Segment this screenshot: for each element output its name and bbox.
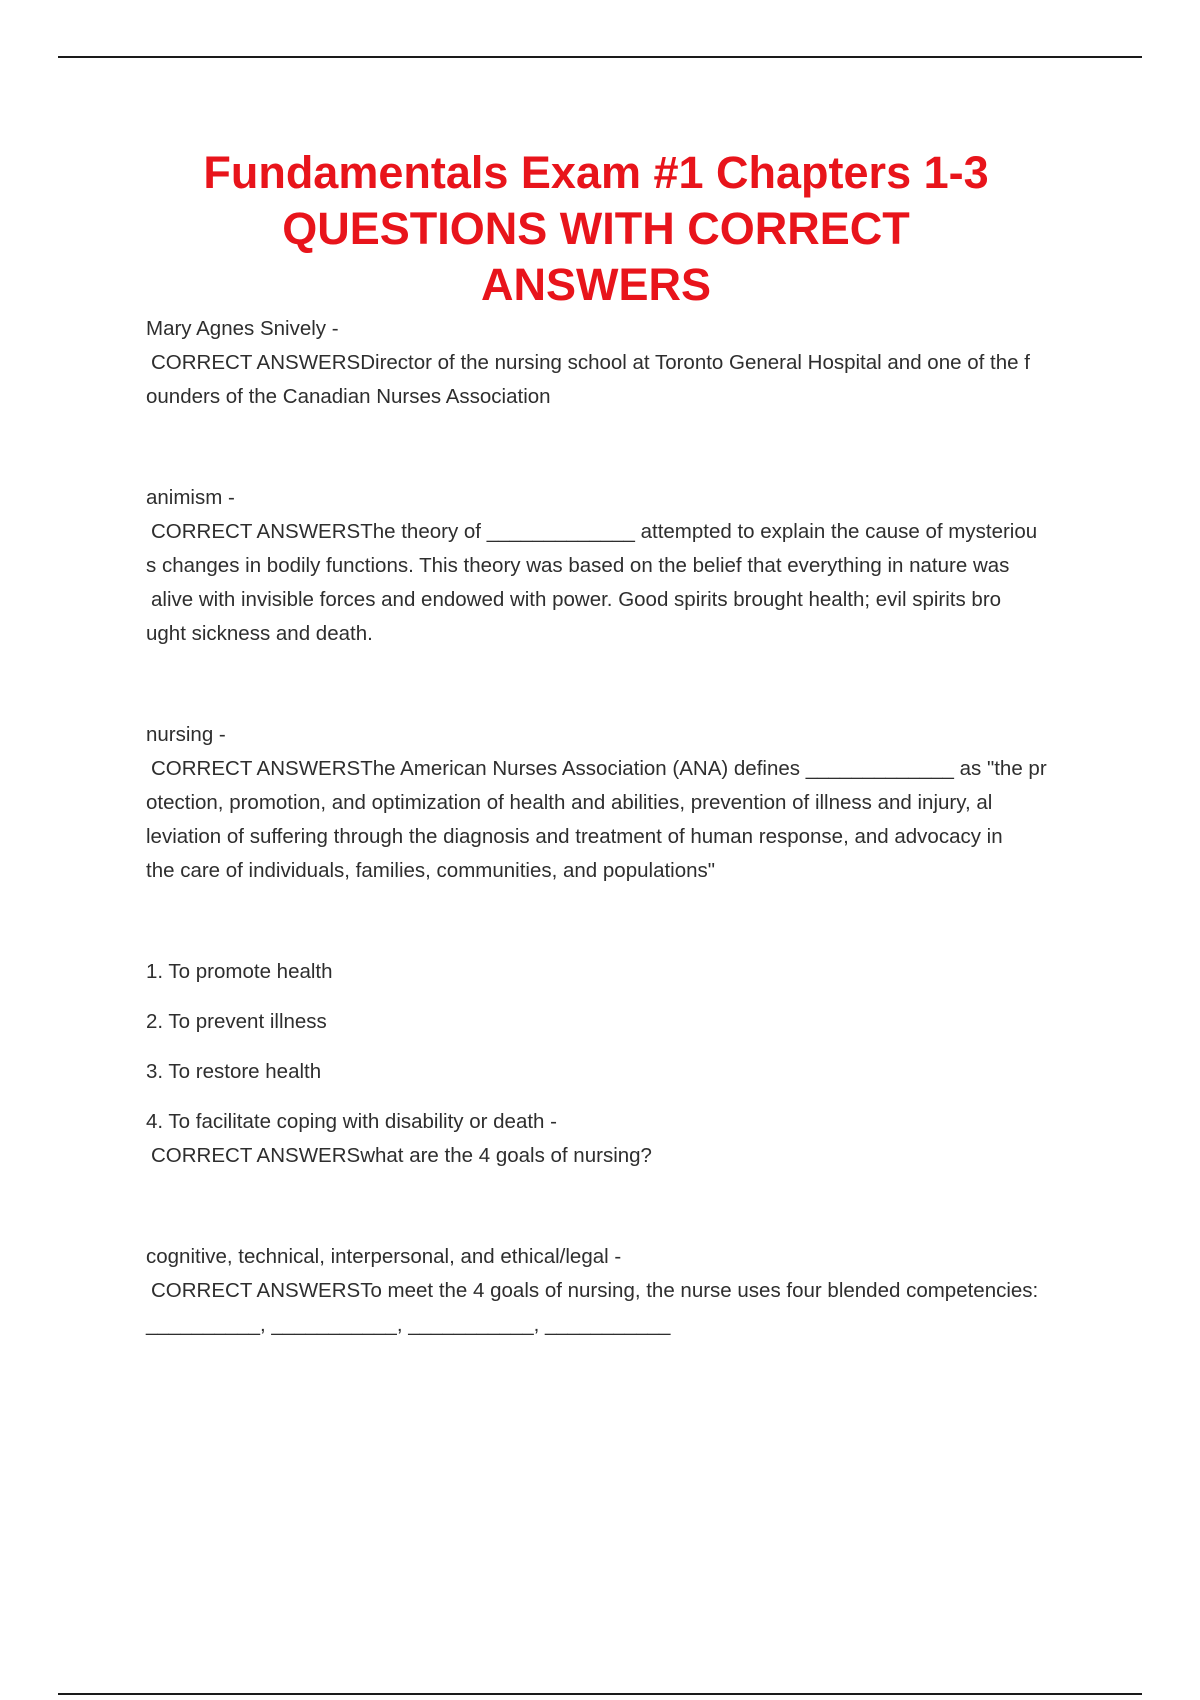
goal-list-item: 3. To restore health <box>146 1060 322 1083</box>
title-line-2: QUESTIONS WITH CORRECT <box>282 203 910 254</box>
bottom-rule <box>58 1693 1142 1695</box>
spacer <box>146 651 1091 718</box>
qa-entry-competencies <box>146 1240 1091 1342</box>
entry-answer-line: ught sickness and death. <box>146 622 373 645</box>
top-rule <box>58 56 1142 58</box>
spacer <box>146 1173 1091 1240</box>
qa-entry-nursing <box>146 718 1091 888</box>
entry-term: animism - <box>146 486 235 509</box>
entry-answer-line: alive with invisible forces and endowed with power. Good spirits brought health; evil spirits bro <box>151 588 1002 611</box>
entry-answer-line: s changes in bodily functions. This theory was based on the belief that everything in nature was <box>146 554 1010 577</box>
entry-answer-line: the care of individuals, families, communities, and populations" <box>146 859 716 882</box>
goal-list-item: 2. To prevent illness <box>146 1010 327 1033</box>
goal-list-item: 1. To promote health <box>146 960 333 983</box>
entry-answer-line: CORRECT ANSWERSwhat are the 4 goals of nursing? <box>151 1144 652 1167</box>
document-body <box>146 312 1091 1342</box>
document-title <box>146 145 1046 313</box>
entry-term: nursing - <box>146 723 226 746</box>
entry-answer-blanks: __________, ___________, ___________, ___________ <box>146 1313 671 1336</box>
goal-list-item: 4. To facilitate coping with disability or death - <box>146 1110 557 1133</box>
entry-answer-line: CORRECT ANSWERSThe American Nurses Association (ANA) defines _____________ as "the pr <box>151 757 1047 780</box>
entry-term: cognitive, technical, interpersonal, and ethical/legal - <box>146 1245 622 1268</box>
entry-answer-line: otection, promotion, and optimization of health and abilities, prevention of illness and injury, al <box>146 791 993 814</box>
qa-entry-mary-agnes-snively <box>146 312 1091 414</box>
entry-answer-line: ounders of the Canadian Nurses Association <box>146 385 551 408</box>
title-line-3: ANSWERS <box>480 259 711 310</box>
entry-answer-line: CORRECT ANSWERSDirector of the nursing school at Toronto General Hospital and one of the f <box>151 351 1030 374</box>
entry-answer-line: CORRECT ANSWERSTo meet the 4 goals of nursing, the nurse uses four blended competencies: <box>151 1279 1039 1302</box>
qa-entry-goals-of-nursing <box>146 955 1091 1173</box>
entry-answer-line: CORRECT ANSWERSThe theory of _____________ attempted to explain the cause of mysteriou <box>151 520 1038 543</box>
spacer <box>146 888 1091 955</box>
title-line-1: Fundamentals Exam #1 Chapters 1-3 <box>203 147 989 198</box>
entry-answer-line: leviation of suffering through the diagnosis and treatment of human response, and advocacy in <box>146 825 1003 848</box>
qa-entry-animism <box>146 481 1091 651</box>
entry-term: Mary Agnes Snively - <box>146 317 339 340</box>
spacer <box>146 414 1091 481</box>
